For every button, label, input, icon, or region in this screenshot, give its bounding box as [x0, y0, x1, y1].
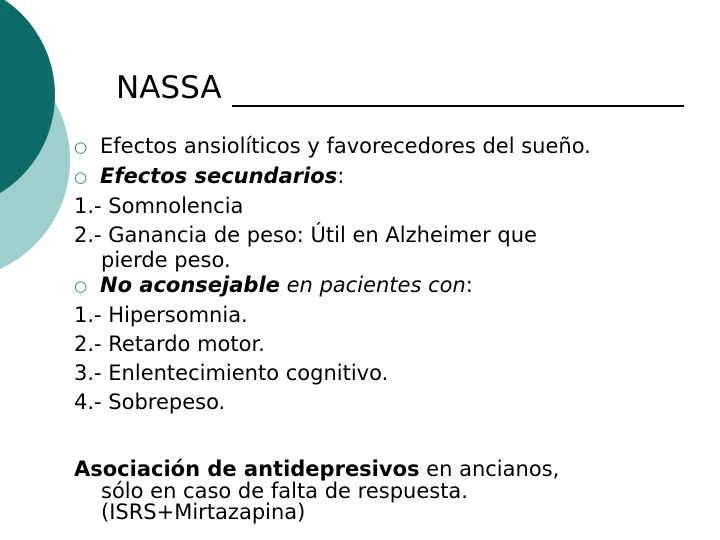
numbered-item: 1.- Hipersomnia.	[74, 303, 248, 327]
slide-body	[74, 132, 710, 523]
numbered-item: 2.- Ganancia de peso: Útil en Alzheimer que	[74, 223, 537, 247]
slide-title: NASSA	[116, 70, 222, 106]
bullet-text-bold: No aconsejable	[100, 273, 280, 297]
bullet-item	[74, 271, 710, 301]
association-bold: Asociación de antidepresivos	[74, 457, 420, 481]
association-text: en ancianos,	[419, 457, 560, 481]
bullet-text-bold: Efectos secundarios	[100, 164, 338, 188]
circle-bullet-icon: ○	[74, 168, 88, 186]
bullet-item	[74, 162, 710, 192]
spacer	[74, 417, 710, 457]
numbered-item-continuation: pierde peso.	[101, 248, 231, 272]
circle-bullet-icon: ○	[74, 138, 88, 156]
association-paragraph	[74, 457, 710, 481]
title-underline	[232, 105, 684, 107]
numbered-item: 3.- Enlentecimiento cognitivo.	[74, 361, 389, 385]
numbered-item: 2.- Retardo motor.	[74, 332, 265, 356]
bullet-colon: :	[465, 273, 473, 297]
numbered-item: 4.- Sobrepeso.	[74, 390, 226, 414]
bullet-item	[74, 132, 710, 162]
circle-bullet-icon: ○	[74, 277, 88, 295]
bullet-text-italic: en pacientes con	[279, 273, 466, 297]
association-line2: sólo en caso de falta de respuesta.	[101, 479, 468, 503]
numbered-item: 1.- Somnolencia	[74, 194, 244, 218]
association-line3: (ISRS+Mirtazapina)	[101, 500, 306, 524]
bullet-text: Efectos ansiolíticos y favorecedores del sueño.	[100, 134, 591, 158]
bullet-colon: :	[337, 164, 345, 188]
